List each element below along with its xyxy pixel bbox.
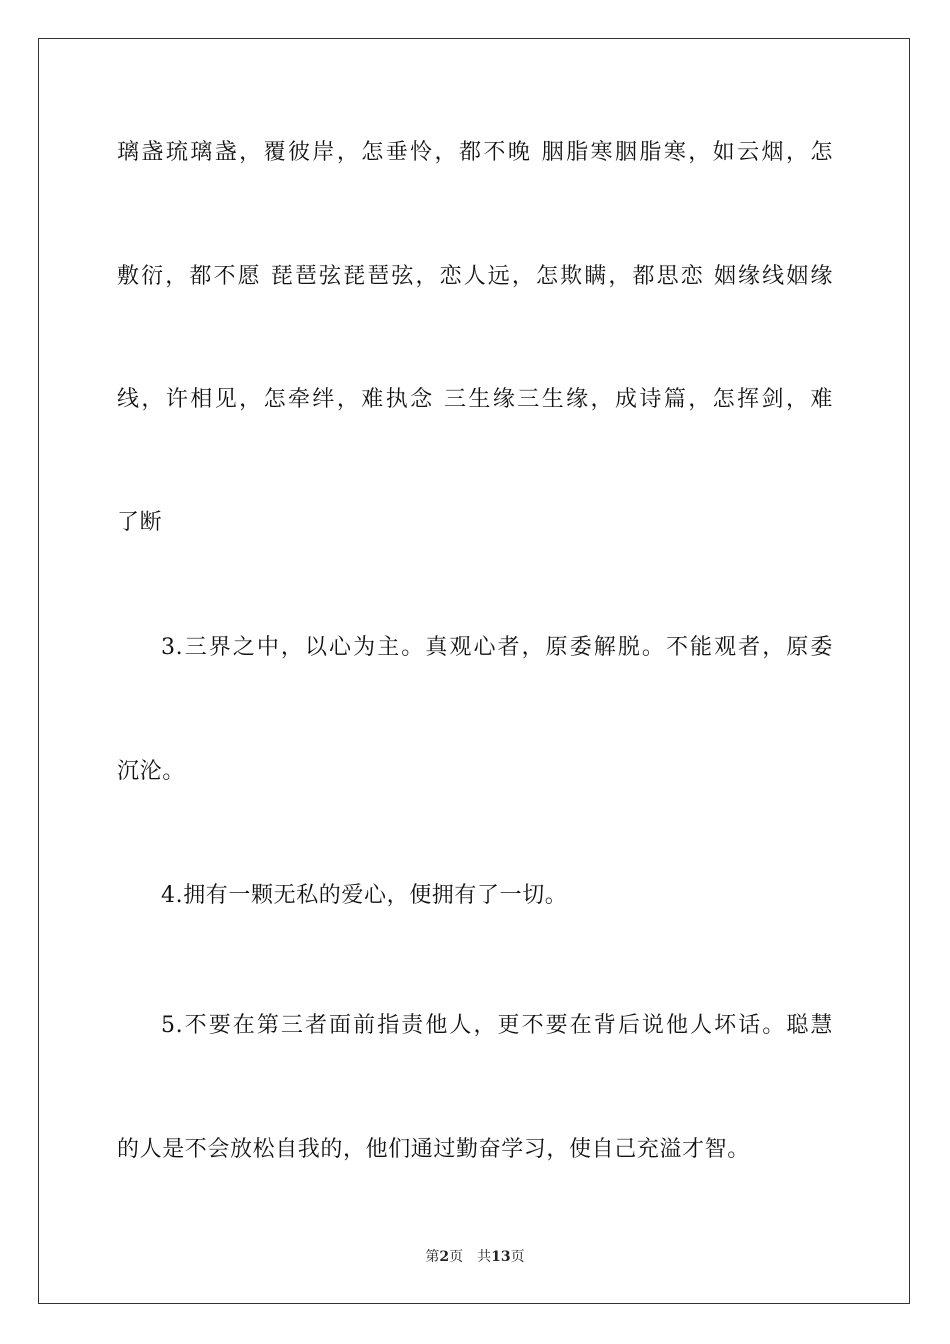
footer-total-suffix: 页 bbox=[510, 1249, 525, 1265]
footer-total-prefix: 共 bbox=[477, 1249, 492, 1265]
text-line-2: 敷衍，都不愿 琵琶弦琵琶弦，恋人远，怎欺瞒，都思恋 姻缘线姻缘 bbox=[117, 264, 833, 289]
text-line-4: 了断 bbox=[117, 510, 163, 535]
footer-total-pages: 13 bbox=[491, 1249, 511, 1265]
text-line-1: 璃盏琉璃盏，覆彼岸，怎垂怜，都不晚 胭脂寒胭脂寒，如云烟，怎 bbox=[117, 140, 833, 165]
paragraph-4-line-1: 4.拥有一颗无私的爱心，便拥有了一切。 bbox=[161, 883, 568, 908]
footer-page-suffix: 页 bbox=[449, 1249, 464, 1265]
paragraph-5-line-2: 的人是不会放松自我的，他们通过勤奋学习，使自己充溢才智。 bbox=[117, 1137, 750, 1162]
paragraph-3-line-2: 沉沦。 bbox=[117, 759, 185, 784]
paragraph-5-line-1: 5.不要在第三者面前指责他人，更不要在背后说他人坏话。聪慧 bbox=[161, 1013, 833, 1038]
footer-page-number: 2 bbox=[439, 1249, 450, 1265]
footer-page-prefix: 第 bbox=[425, 1249, 440, 1265]
paragraph-3-line-1: 3.三界之中，以心为主。真观心者，原委解脱。不能观者，原委 bbox=[161, 635, 833, 660]
text-line-3: 线，许相见，怎牵绊，难执念 三生缘三生缘，成诗篇，怎挥剑，难 bbox=[117, 387, 833, 412]
page-border bbox=[38, 38, 910, 1304]
page-footer bbox=[0, 1247, 950, 1267]
